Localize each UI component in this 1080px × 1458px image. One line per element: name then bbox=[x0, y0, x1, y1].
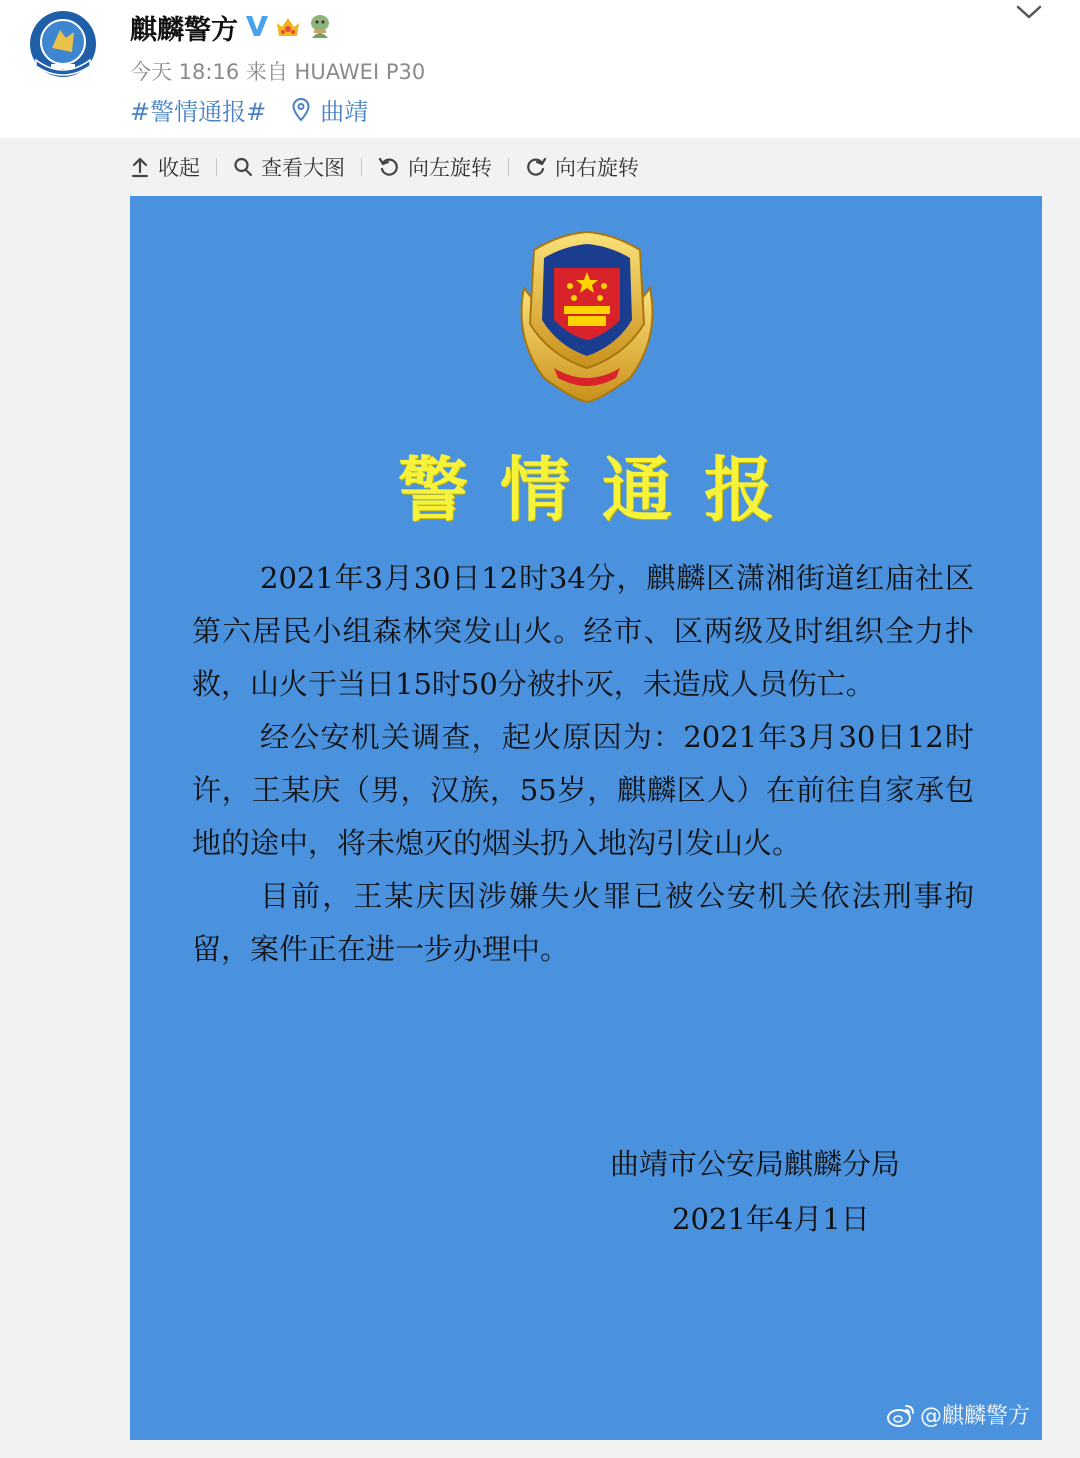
author-badges bbox=[244, 10, 334, 42]
search-icon bbox=[233, 156, 253, 178]
view-large-label: 查看大图 bbox=[261, 156, 345, 180]
location-label: 曲靖 bbox=[320, 98, 369, 126]
police-badge-logo-icon bbox=[22, 4, 104, 86]
rotate-right-button[interactable] bbox=[525, 152, 639, 182]
view-large-button[interactable] bbox=[233, 152, 345, 182]
chevron-down-icon[interactable] bbox=[1014, 0, 1044, 26]
author-name[interactable]: 麒麟警方 bbox=[130, 15, 238, 46]
notice-paragraph-1: 2021年3月30日12时34分，麒麟区潇湘街道红庙社区第六居民小组森林突发山火。经市、区两级及时组织全力扑救，山火于当日15时50分被扑灭，未造成人员伤亡。 bbox=[192, 561, 974, 701]
collapse-button[interactable] bbox=[130, 152, 200, 182]
signature-date: 2021年4月1日 bbox=[672, 1202, 870, 1236]
rotate-right-icon bbox=[525, 156, 547, 178]
signature-organization: 曲靖市公安局麒麟分局 bbox=[610, 1147, 901, 1181]
rotate-left-icon bbox=[378, 156, 400, 178]
rotate-left-label: 向左旋转 bbox=[408, 156, 492, 180]
toolbar-divider bbox=[361, 158, 362, 176]
location-link[interactable] bbox=[292, 92, 368, 127]
post-tags bbox=[130, 92, 368, 127]
post-meta: 今天 18:16 来自 HUAWEI P30 bbox=[130, 60, 426, 84]
verified-v-icon[interactable] bbox=[244, 13, 270, 39]
post-header bbox=[0, 0, 1080, 138]
notice-title: 警情通报 bbox=[398, 448, 806, 531]
avatar[interactable] bbox=[22, 4, 104, 86]
rotate-right-label: 向右旋转 bbox=[555, 156, 639, 180]
mascot-badge-icon[interactable] bbox=[306, 12, 334, 40]
notice-image[interactable] bbox=[130, 196, 1042, 1440]
rotate-left-button[interactable] bbox=[378, 152, 492, 182]
hashtag-link[interactable]: #警情通报# bbox=[130, 98, 267, 126]
location-pin-icon bbox=[292, 98, 310, 122]
toolbar-divider bbox=[216, 158, 217, 176]
toolbar-divider bbox=[508, 158, 509, 176]
collapse-label: 收起 bbox=[158, 156, 200, 180]
notice-paragraph-3: 目前，王某庆因涉嫌失火罪已被公安机关依法刑事拘留，案件正在进一步办理中。 bbox=[192, 879, 974, 966]
collapse-up-icon bbox=[130, 156, 150, 178]
police-emblem-icon bbox=[504, 228, 670, 404]
crown-badge-icon[interactable] bbox=[274, 12, 302, 40]
notice-paragraph-2: 经公安机关调查，起火原因为：2021年3月30日12时许，王某庆（男，汉族，55岁，麒麟区人）在前往自家承包地的途中，将未熄灭的烟头扔入地沟引发山火。 bbox=[192, 720, 974, 860]
watermark-label: @麒麟警方 bbox=[919, 1404, 1030, 1429]
weibo-watermark bbox=[886, 1399, 1030, 1430]
image-toolbar bbox=[130, 150, 639, 184]
weibo-logo-icon bbox=[886, 1402, 916, 1428]
